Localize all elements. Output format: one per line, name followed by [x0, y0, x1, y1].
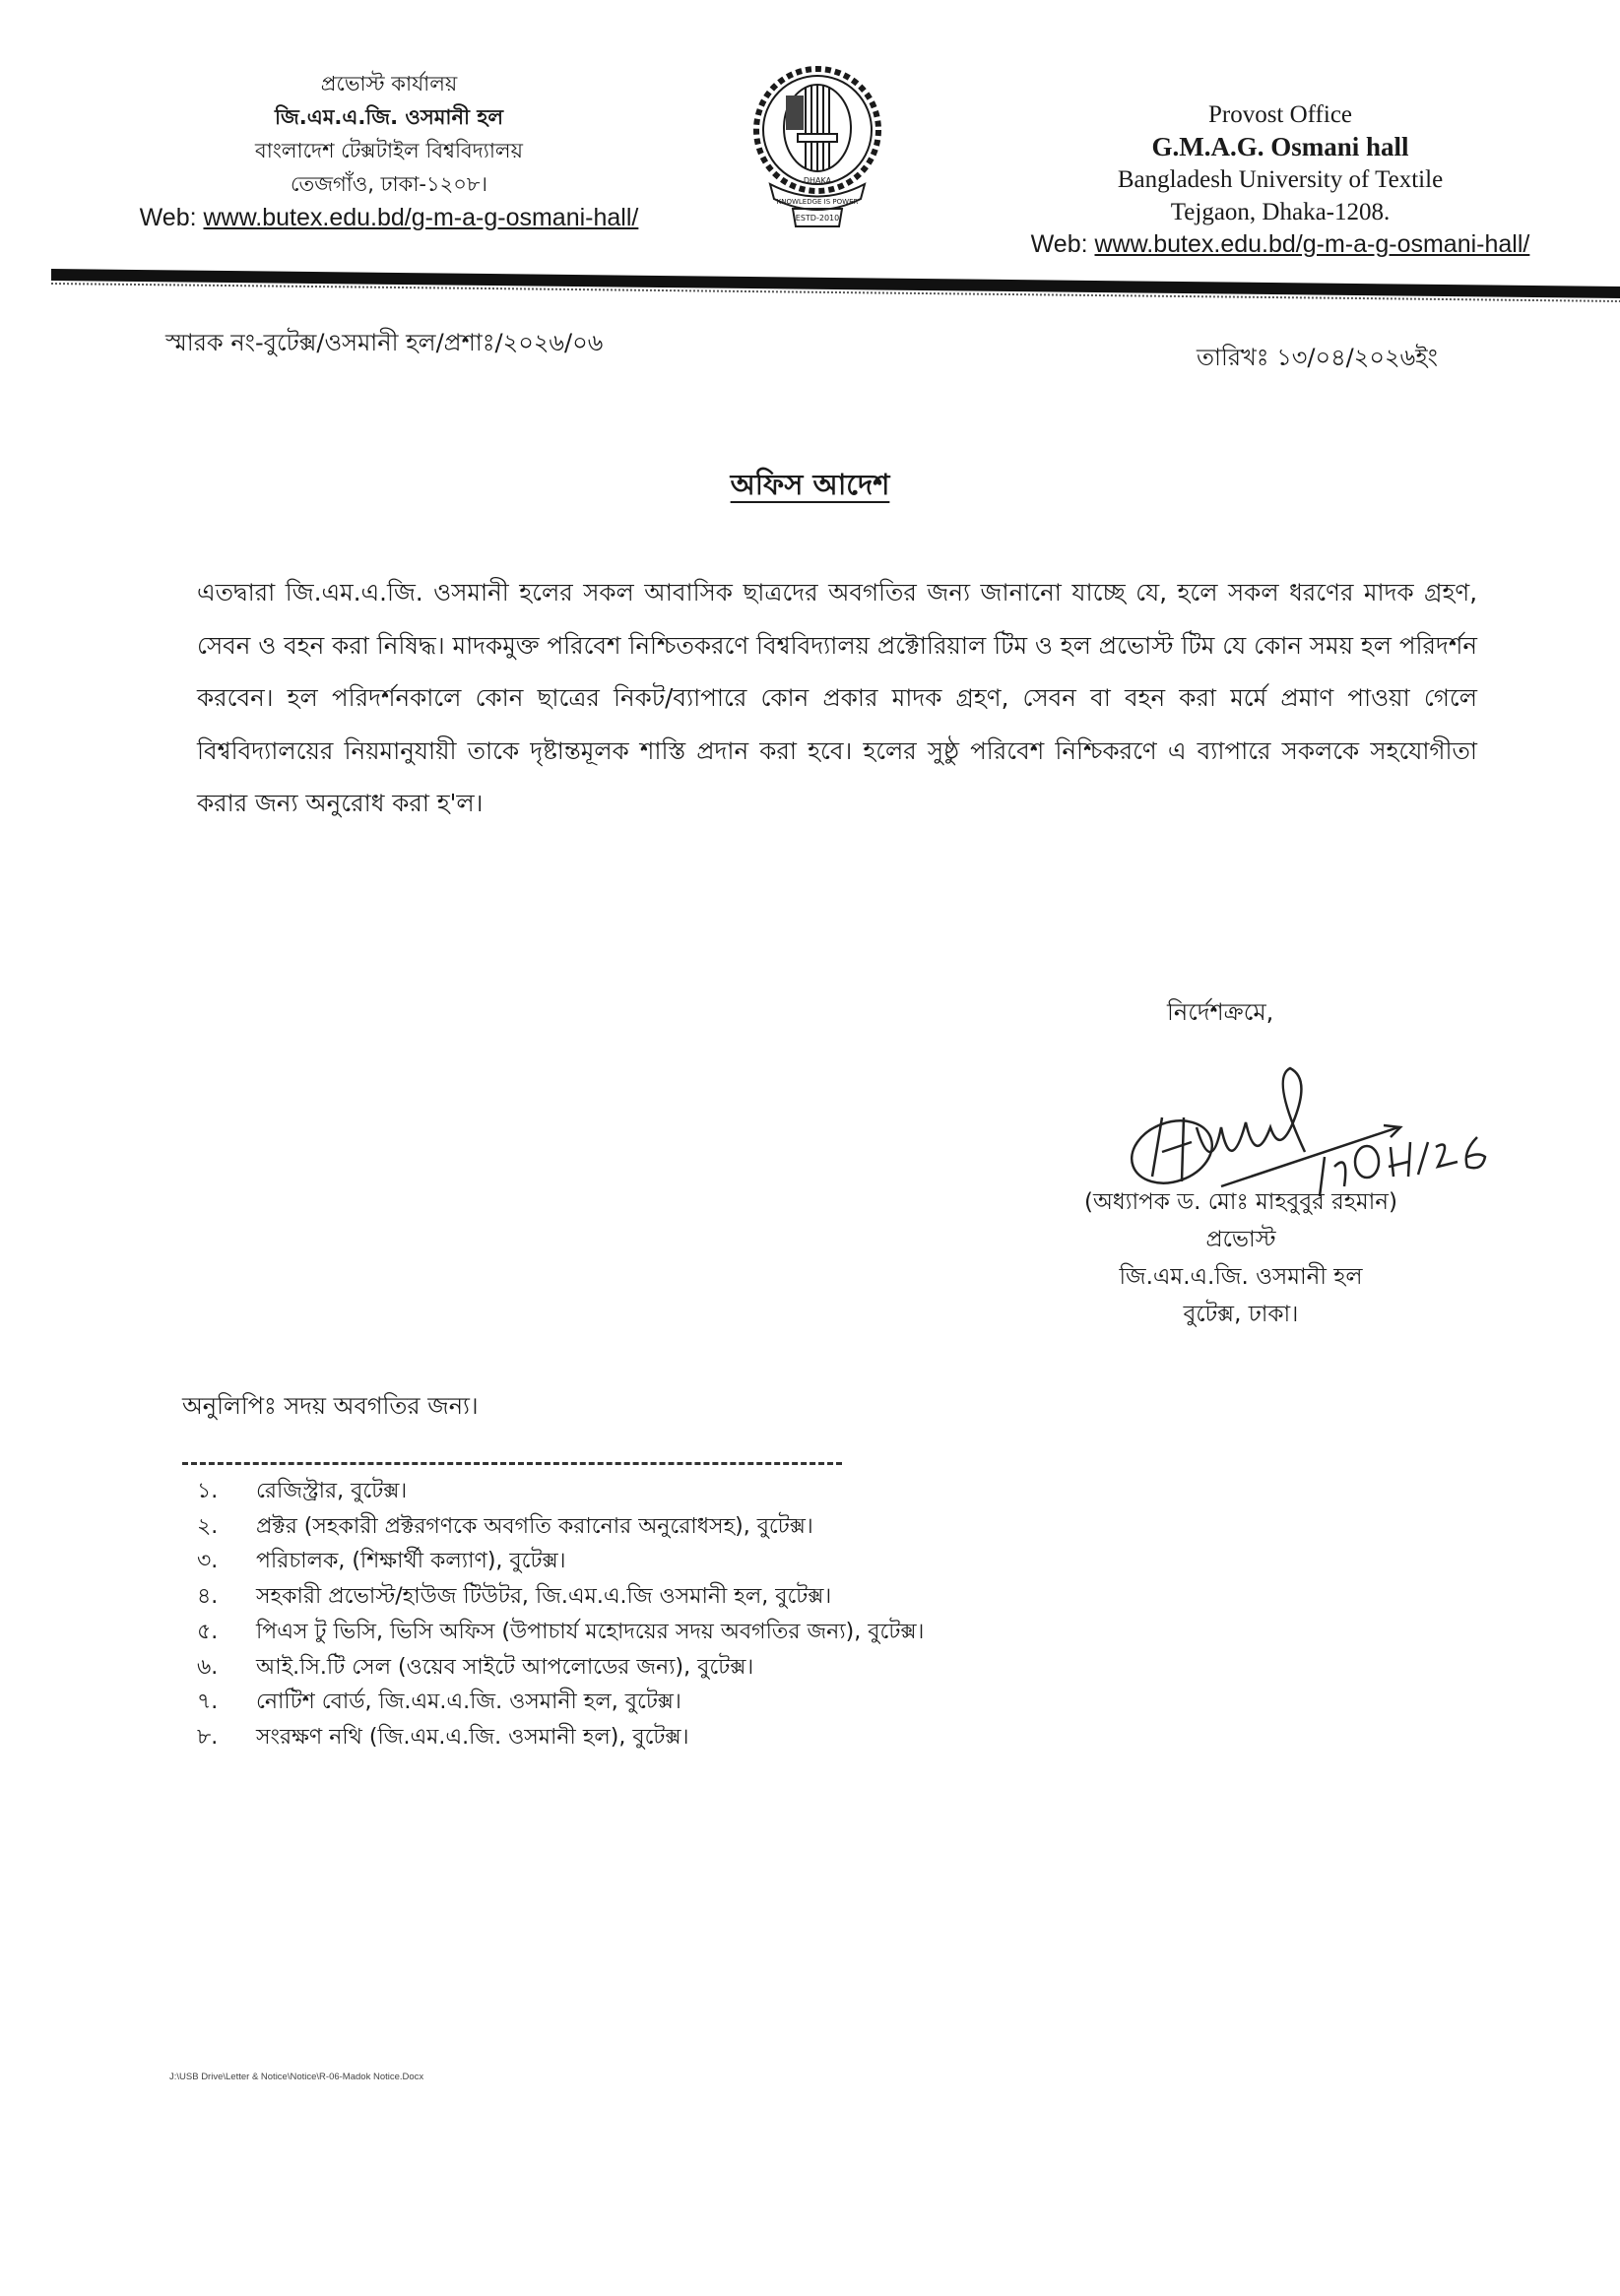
title-text: অফিস আদেশ [730, 468, 890, 501]
web-label: Web: [1030, 230, 1088, 258]
logo-city: DHAKA [803, 176, 832, 185]
web-link[interactable]: www.butex.edu.bd/g-m-a-g-osmani-hall/ [1094, 230, 1530, 258]
signer-place: বুটেক্স, ঢাকা। [1183, 1302, 1299, 1327]
list-item [197, 1720, 924, 1755]
web-label: Web: [139, 204, 197, 231]
university-logo [748, 61, 886, 233]
item-number: ৪. [197, 1584, 219, 1610]
header-en-office: Provost Office [1207, 101, 1353, 128]
item-text: রেজিস্ট্রার, বুটেক্স। [256, 1479, 408, 1503]
item-text: প্রক্টর (সহকারী প্রক্টরগণকে অবগতি করানোর অনুরোধসহ), বুটেক্স। [256, 1513, 813, 1539]
item-text: আই.সি.টি সেল (ওয়েব সাইটে আপলোডের জন্য), বুটেক্স। [256, 1654, 754, 1680]
header-en-hall: G.M.A.G. Osmani hall [1151, 132, 1409, 161]
item-text: সহকারী প্রভোস্ট/হাউজ টিউটর, জি.এম.এ.জি ওসমানী হল, বুটেক্স। [256, 1584, 832, 1610]
cc-label: অনুলিপিঃ সদয় অবগতির জন্য। [182, 1392, 479, 1420]
list-item [197, 1579, 924, 1615]
header-bn-web [94, 201, 684, 234]
header-en-address: Tejgaon, Dhaka-1208. [1170, 199, 1391, 225]
item-number: ৫. [197, 1619, 219, 1644]
item-number: ৩. [197, 1549, 219, 1574]
list-item [197, 1509, 924, 1545]
signer-designation: প্রভোস্ট [1205, 1227, 1276, 1252]
item-number: ৮. [197, 1724, 219, 1750]
item-number: ১. [197, 1479, 219, 1503]
signer-hall: জি.এম.এ.জি. ওসমানী হল [1119, 1264, 1363, 1290]
item-number: ২. [197, 1513, 219, 1539]
header-divider [51, 269, 1620, 283]
body-paragraph: এতদ্বারা জি.এম.এ.জি. ওসমানী হলের সকল আবাসিক ছাত্রদের অবগতির জন্য জানানো যাচ্ছে যে, হলে সকল ধরণের মাদক গ্রহণ, সেবন ও বহন করা নিষিদ্ধ। মাদকমুক্ত পরিবেশ নিশ্চিতকরণে বিশ্ববিদ্যালয় প্রক্টোরিয়াল টিম ও হল প্রভোস্ট টিম যে কোন সময় হল পরিদর্শন করবেন। হল পরিদর্শনকালে কোন ছাত্রের নিকট/ব্যাপারে কোন প্রকার মাদক গ্রহণ, সেবন বা বহন করা মর্মে প্রমাণ পাওয়া গেলে বিশ্ববিদ্যালয়ের নিয়মানুযায়ী তাকে দৃষ্টান্তমূলক শাস্তি প্রদান করা হবে। হলের সুষ্ঠু পরিবেশ নিশ্চিকরণে এ ব্যাপারে সকলকে সহযোগীতা করার জন্য অনুরোধ করা হ'ল। [197, 578, 1477, 817]
signer-block [1024, 1183, 1458, 1333]
logo-motto: KNOWLEDGE IS POWER [776, 198, 859, 206]
list-item [197, 1544, 924, 1579]
dashed-divider [182, 1462, 842, 1465]
header-en-university: Bangladesh University of Textile [1117, 166, 1444, 193]
header-en-web [995, 228, 1566, 261]
item-text: পরিচালক, (শিক্ষার্থী কল্যাণ), বুটেক্স। [256, 1549, 566, 1574]
university-seal-icon [748, 61, 886, 233]
item-text: সংরক্ষণ নথি (জি.এম.এ.জি. ওসমানী হল), বুটেক্স। [256, 1724, 689, 1750]
list-item [197, 1685, 924, 1720]
header-bn-office: প্রভোস্ট কার্যালয় [320, 72, 458, 96]
file-path-footer: J:\USB Drive\Letter & Notice\Notice\R-06-Madok Notice.Docx [169, 2072, 424, 2082]
list-item [197, 1650, 924, 1686]
header-bn-university: বাংলাদেশ টেক্সটাইল বিশ্ববিদ্যালয় [255, 139, 523, 162]
logo-established: ESTD-2010 [795, 214, 840, 223]
item-text: নোটিশ বোর্ড, জি.এম.এ.জি. ওসমানী হল, বুটেক্স। [256, 1690, 681, 1715]
closing-phrase: নির্দেশক্রমে, [1167, 998, 1274, 1026]
list-item [197, 1615, 924, 1650]
document-title [0, 463, 1620, 511]
header-english [995, 98, 1566, 261]
memo-number: স্মারক নং-বুটেক্স/ওসমানী হল/প্রশাঃ/২০২৬/০৬ [165, 329, 604, 356]
header-bangla [94, 67, 684, 234]
issue-date: তারিখঃ ১৩/০৪/২০২৬ইং [1197, 344, 1438, 371]
cc-list [197, 1474, 924, 1755]
signer-name: (অধ্যাপক ড. মোঃ মাহবুবুর রহমান) [1084, 1189, 1397, 1215]
item-number: ৬. [197, 1654, 219, 1680]
web-link[interactable]: www.butex.edu.bd/g-m-a-g-osmani-hall/ [203, 204, 639, 231]
item-number: ৭. [197, 1690, 219, 1715]
header-bn-hall: জি.এম.এ.জি. ওসমানী হল [274, 105, 504, 129]
header-bn-address: তেজগাঁও, ঢাকা-১২০৮। [290, 172, 488, 196]
list-item [197, 1474, 924, 1509]
item-text: পিএস টু ভিসি, ভিসি অফিস (উপাচার্য মহোদয়ের সদয় অবগতির জন্য), বুটেক্স। [256, 1619, 925, 1644]
